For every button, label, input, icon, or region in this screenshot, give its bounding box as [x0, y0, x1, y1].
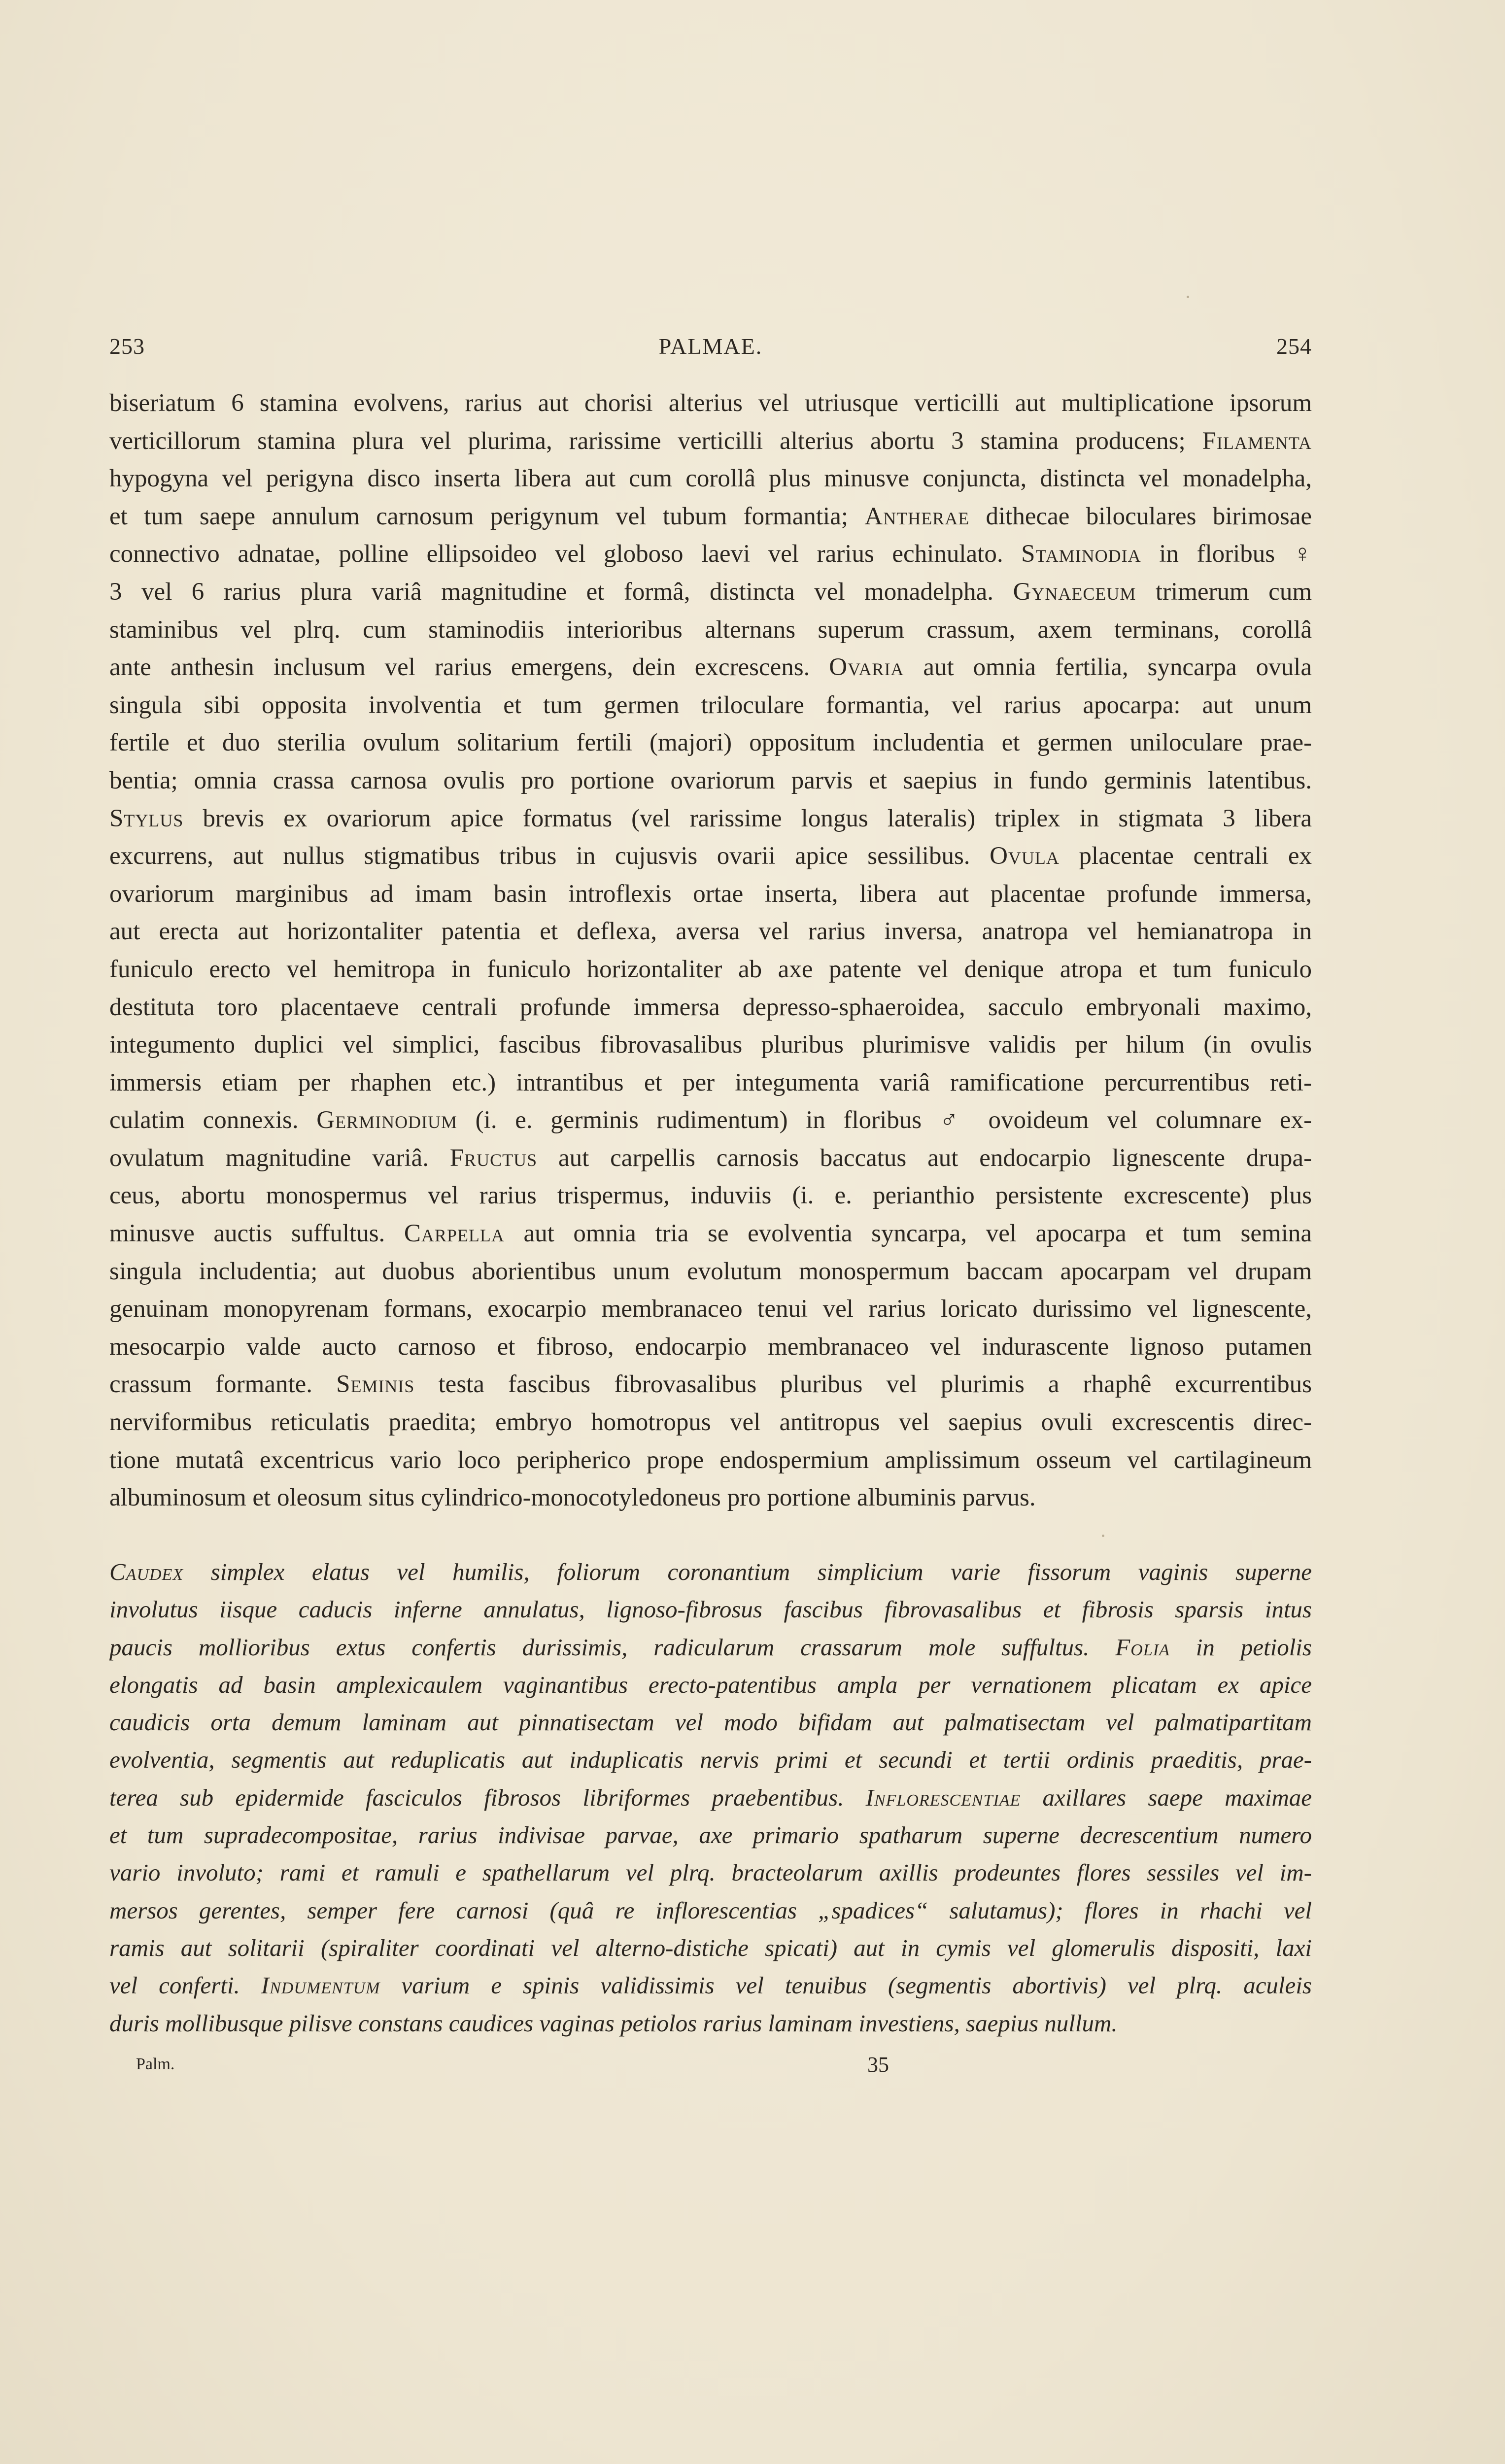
italic-description: [109, 1553, 1312, 2042]
italic-line: [109, 1779, 1312, 1816]
text-run: crassum formante.: [109, 1370, 337, 1399]
page-number-right: 254: [1276, 334, 1312, 359]
text-run: testa fascibus fibrovasalibus pluribus vel plurimis a rhaphê excurrentibus: [414, 1370, 1312, 1399]
italic-line: [109, 1929, 1312, 1967]
text-run: brevis ex ovariorum apice formatus (vel rarissime longus lateralis) triplex in stigmata 3 libera: [183, 804, 1312, 832]
body-line: [109, 989, 1312, 1027]
text-run: 3 vel 6 rarius plura variâ magnitudine et formâ, distincta vel monadelpha.: [109, 578, 1013, 606]
text-run: vario involuto; rami et ramuli e spathellarum vel plrq. bracteolarum axillis prodeuntes flores sessiles vel im-: [109, 1859, 1312, 1886]
text-run: integumento duplici vel simplici, fascibus fibrovasalibus pluribus plurimisve validis per hilum (in ovulis: [109, 1031, 1312, 1059]
body-line: [109, 1479, 1312, 1517]
text-run: trimerum cum: [1136, 578, 1312, 606]
italic-line: [109, 2005, 1312, 2042]
body-line: [109, 498, 1312, 536]
body-line: [109, 1177, 1312, 1215]
text-run: caudicis orta demum laminam aut pinnatisectam vel modo bifidam aut palmatisectam vel palmatipartitam: [109, 1709, 1312, 1736]
text-run: involutus iisque caducis inferne annulatus, lignoso-fibrosus fascibus fibrovasalibus et fibrosis sparsis intus: [109, 1596, 1312, 1623]
body-line: [109, 837, 1312, 875]
section-term: Staminodia: [1021, 540, 1141, 568]
body-line: [109, 1253, 1312, 1291]
section-term: Indumentum: [261, 1972, 380, 1999]
body-line: [109, 875, 1312, 913]
section-term: Stylus: [109, 804, 184, 832]
body-line: [109, 460, 1312, 498]
body-line: [109, 1026, 1312, 1064]
text-run: connectivo adnatae, polline ellipsoideo vel globoso laevi vel rarius echinulato.: [109, 540, 1022, 568]
text-run: ante anthesin inclusum vel rarius emergens, dein excrescens.: [109, 653, 829, 682]
italic-line: [109, 1967, 1312, 2004]
text-run: culatim connexis.: [109, 1106, 317, 1134]
text-run: ceus, abortu monospermus vel rarius trispermus, induviis (i. e. perianthio persistente excrescente) plus: [109, 1182, 1312, 1210]
italic-line: [109, 1854, 1312, 1891]
section-term: Inflorescentiae: [865, 1783, 1021, 1811]
section-term: Folia: [1115, 1633, 1170, 1661]
text-run: singula sibi opposita involventia et tum germen triloculare formantia, vel rarius apocarpa: aut unum: [109, 691, 1312, 719]
text-run: dithecae biloculares birimosae: [969, 502, 1312, 530]
section-term: Caudex: [109, 1558, 184, 1585]
text-run: singula includentia; aut duobus aborientibus unum evolutum monospermum baccam apocarpam vel drupam: [109, 1257, 1312, 1285]
page-number-left: 253: [109, 334, 145, 359]
text-run: destituta toro placentaeve centrali profunde immersa depresso-sphaeroidea, sacculo embryonali maximo,: [109, 993, 1312, 1021]
signature-mark: Palm.: [136, 2055, 175, 2073]
section-term: Fructus: [449, 1144, 538, 1172]
text-run: terea sub epidermide fasciculos fibrosos libriformes praebentibus.: [109, 1783, 866, 1811]
text-run: mesocarpio valde aucto carnoso et fibroso, endocarpio membranaceo vel indurascente lignoso putamen: [109, 1333, 1312, 1361]
text-run: et tum saepe annulum carnosum perigynum vel tubum formantia;: [109, 502, 865, 530]
text-run: varium e spinis validissimis vel tenuibus (segmentis abortivis) vel plrq. aculeis: [380, 1972, 1312, 1999]
italic-line: [109, 1591, 1312, 1628]
text-run: aut carpellis carnosis baccatus aut endocarpio lignescente drupa-: [537, 1144, 1312, 1172]
paper-speck: [1102, 1535, 1104, 1537]
body-line: [109, 1064, 1312, 1102]
body-line: [109, 535, 1312, 573]
text-run: albuminosum et oleosum situs cylindrico-monocotyledoneus pro portione albuminis parvus.: [109, 1484, 1036, 1512]
text-run: funiculo erecto vel hemitropa in funiculo horizontaliter ab axe patente vel denique atropa et tum funiculo: [109, 955, 1312, 983]
text-run: in floribus ♀: [1141, 540, 1312, 568]
text-run: paucis mollioribus extus confertis durissimis, radicularum crassarum mole suffultus.: [109, 1633, 1116, 1661]
text-run: simplex elatus vel humilis, foliorum coronantium simplicium varie fissorum vaginis superne: [183, 1558, 1312, 1585]
text-run: staminibus vel plrq. cum staminodiis interioribus alternans superum crassum, axem terminans, corollâ: [109, 616, 1312, 644]
text-run: elongatis ad basin amplexicaulem vaginantibus erecto-patentibus ampla per vernationem plicatam ex apice: [109, 1671, 1312, 1698]
text-run: tione mutatâ excentricus vario loco peripherico prope endospermium amplissimum osseum vel cartilagineum: [109, 1446, 1312, 1474]
text-run: minusve auctis suffultus.: [109, 1220, 404, 1248]
text-run: ramis aut solitarii (spiraliter coordinati vel alterno-distiche spicati) aut in cymis vel glomerulis dispositi, laxi: [109, 1934, 1312, 1961]
text-run: aut omnia tria se evolventia syncarpa, vel apocarpa et tum semina: [504, 1220, 1312, 1248]
body-line: [109, 649, 1312, 686]
text-run: vel conferti.: [109, 1972, 261, 1999]
body-line: [109, 611, 1312, 649]
text-run: nerviformibus reticulatis praedita; embryo homotropus vel antitropus vel saepius ovuli excrescentis direc-: [109, 1408, 1312, 1437]
body-line: [109, 1441, 1312, 1479]
text-run: duris mollibusque pilisve constans caudices vaginas petiolos rarius laminam investiens, saepius nullum.: [109, 2009, 1118, 2037]
text-run: verticillorum stamina plura vel plurima, rarissime verticilli alterius abortu 3 stamina producens;: [109, 427, 1202, 455]
page-title: PALMAE.: [658, 334, 763, 359]
body-line: [109, 1215, 1312, 1253]
text-run: (i. e. germinis rudimentum) in floribus ♂ ovoideum vel columnare ex-: [457, 1106, 1312, 1134]
text-run: bentia; omnia crassa carnosa ovulis pro portione ovariorum parvis et saepius in fundo germinis latentibus.: [109, 766, 1312, 794]
section-term: Seminis: [336, 1370, 415, 1399]
body-line: [109, 1101, 1312, 1139]
text-run: evolventia, segmentis aut reduplicatis aut induplicatis nervis primi et secundi et tertii ordinis praeditis, prae-: [109, 1746, 1312, 1774]
italic-line: [109, 1629, 1312, 1666]
text-run: placentae centrali ex: [1059, 842, 1312, 870]
text-run: genuinam monopyrenam formans, exocarpio membranaceo tenui vel rarius loricato durissimo vel lignescente,: [109, 1295, 1312, 1323]
text-run: ovariorum marginibus ad imam basin introflexis ortae inserta, libera aut placentae profunde immersa,: [109, 880, 1312, 908]
section-term: Antherae: [864, 502, 970, 530]
paper-speck: [1187, 296, 1189, 298]
page-footer: [136, 2052, 1312, 2082]
body-line: [109, 384, 1312, 422]
running-header: [109, 333, 1312, 368]
text-run: axillares saepe maximae: [1021, 1783, 1312, 1811]
text-run: immersis etiam per rhaphen etc.) intrantibus et per integumenta variâ ramificatione percurrentibus reti-: [109, 1068, 1312, 1096]
text-run: in petiolis: [1169, 1633, 1312, 1661]
body-line: [109, 1366, 1312, 1403]
body-line: [109, 1290, 1312, 1328]
body-line: [109, 1139, 1312, 1177]
body-line: [109, 762, 1312, 800]
text-run: excurrens, aut nullus stigmatibus tribus in cujusvis ovarii apice sessilibus.: [109, 842, 990, 870]
italic-line: [109, 1553, 1312, 1591]
section-term: Ovula: [990, 842, 1060, 870]
text-run: ovulatum magnitudine variâ.: [109, 1144, 450, 1172]
text-run: biseriatum 6 stamina evolvens, rarius aut chorisi alterius vel utriusque verticilli aut multiplicatione ipsorum: [109, 389, 1312, 417]
italic-line: [109, 1741, 1312, 1779]
main-text: [109, 384, 1312, 1517]
body-line: [109, 422, 1312, 460]
body-line: [109, 1328, 1312, 1366]
section-term: Carpella: [404, 1220, 505, 1248]
text-run: mersos gerentes, semper fere carnosi (quâ re inflorescentias „spadices“ salutamus); flores in rhachi vel: [109, 1896, 1312, 1924]
italic-line: [109, 1704, 1312, 1741]
text-run: hypogyna vel perigyna disco inserta libera aut cum corollâ plus minusve conjuncta, distincta vel monadelpha,: [109, 465, 1312, 493]
text-run: aut omnia fertilia, syncarpa ovula: [904, 653, 1312, 682]
section-term: Filamenta: [1202, 427, 1312, 455]
body-line: [109, 686, 1312, 724]
body-line: [109, 573, 1312, 611]
body-line: [109, 724, 1312, 762]
section-term: Germinodium: [316, 1106, 458, 1134]
section-term: Gynaeceum: [1013, 578, 1136, 606]
body-line: [109, 1403, 1312, 1441]
italic-line: [109, 1666, 1312, 1704]
body-line: [109, 913, 1312, 951]
section-term: Ovaria: [829, 653, 904, 682]
body-line: [109, 800, 1312, 838]
text-run: fertile et duo sterilia ovulum solitarium fertili (majori) oppositum includentia et germen uniloculare prae-: [109, 729, 1312, 757]
text-run: et tum supradecompositae, rarius indivisae parvae, axe primario spatharum superne decrescentium numero: [109, 1821, 1312, 1849]
text-run: aut erecta aut horizontaliter patentia et deflexa, aversa vel rarius inversa, anatropa vel hemianatropa in: [109, 918, 1312, 946]
italic-line: [109, 1892, 1312, 1929]
body-line: [109, 951, 1312, 989]
italic-line: [109, 1816, 1312, 1854]
signature-number: 35: [867, 2053, 889, 2077]
